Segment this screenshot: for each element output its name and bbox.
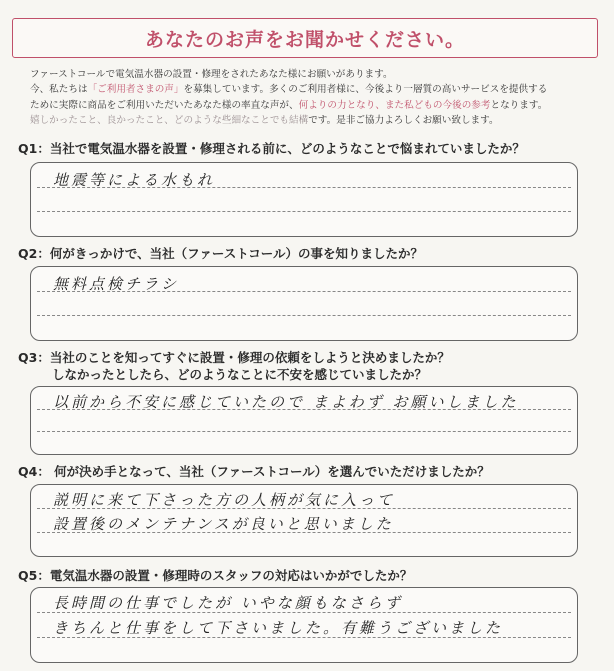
answer-line xyxy=(37,431,571,432)
answer-line xyxy=(37,315,571,316)
question-5-label: Q5：電気温水器の設置・修理時のスタッフの対応はいかがでしたか？ xyxy=(18,568,413,583)
question-4-label: Q4： 何が決め手となって、当社（ファーストコール）を選んでいただけましたか？ xyxy=(18,464,490,479)
answer-4-line-1: 説明に来て下さった方の人柄が気に入って xyxy=(53,491,396,509)
answer-2-line-1: 無料点検チラシ xyxy=(53,275,180,293)
answer-4-line-2: 設置後のメンテナンスが良いと思いました xyxy=(53,515,394,533)
page-title: あなたのお声をお聞かせください。 xyxy=(144,28,465,51)
answer-3-line-1: 以前から不安に感じていたので まよわず お願いしました xyxy=(53,393,519,411)
answer-1-line-1: 地震等による水もれ xyxy=(53,171,216,189)
answer-box-5 xyxy=(30,587,578,663)
answer-5-line-2: きちんと仕事をして下さいました。有難うございました xyxy=(53,619,504,637)
answer-box-3 xyxy=(30,386,578,455)
question-1-label: Q1：当社で電気温水器を設置・修理される前に、どのようなことで悩まれていましたか？ xyxy=(18,141,525,156)
question-3-label-2: しなかったとしたら、どのようなことに不安を感じていましたか？ xyxy=(52,367,428,382)
answer-box-2 xyxy=(30,266,578,341)
title-box xyxy=(12,18,598,58)
intro-line-2: 今、私たちは「ご利用者さまの声」を募集しています。多くのご利用者様に、今後より一層質の高いサービスを提供する xyxy=(30,84,548,96)
intro-line-4: 嬉しかったこと、良かったこと、どのような些細なことでも結構です。是非ご協力よろしくお願い致します。 xyxy=(30,115,499,127)
answer-5-line-1: 長時間の仕事でしたが いやな顔もなさらず xyxy=(53,594,403,612)
intro-line-1: ファーストコールで電気温水器の設置・修理をされたあなた様にお願いがあります。 xyxy=(30,69,393,80)
intro-text xyxy=(30,67,590,129)
answer-box-1 xyxy=(30,162,578,237)
answer-line xyxy=(37,211,571,212)
question-3-label: Q3：当社のことを知ってすぐに設置・修理の依頼をしようと決めましたか？ xyxy=(18,350,450,365)
question-2-label: Q2：何がきっかけで、当社（ファーストコール）の事を知りましたか？ xyxy=(18,246,423,261)
intro-line-3: ために実際に商品をご利用いただいたあなた様の率直な声が、何よりの力となり、また私どもの今後の参考となります。 xyxy=(30,99,548,111)
answer-box-4 xyxy=(30,484,578,557)
